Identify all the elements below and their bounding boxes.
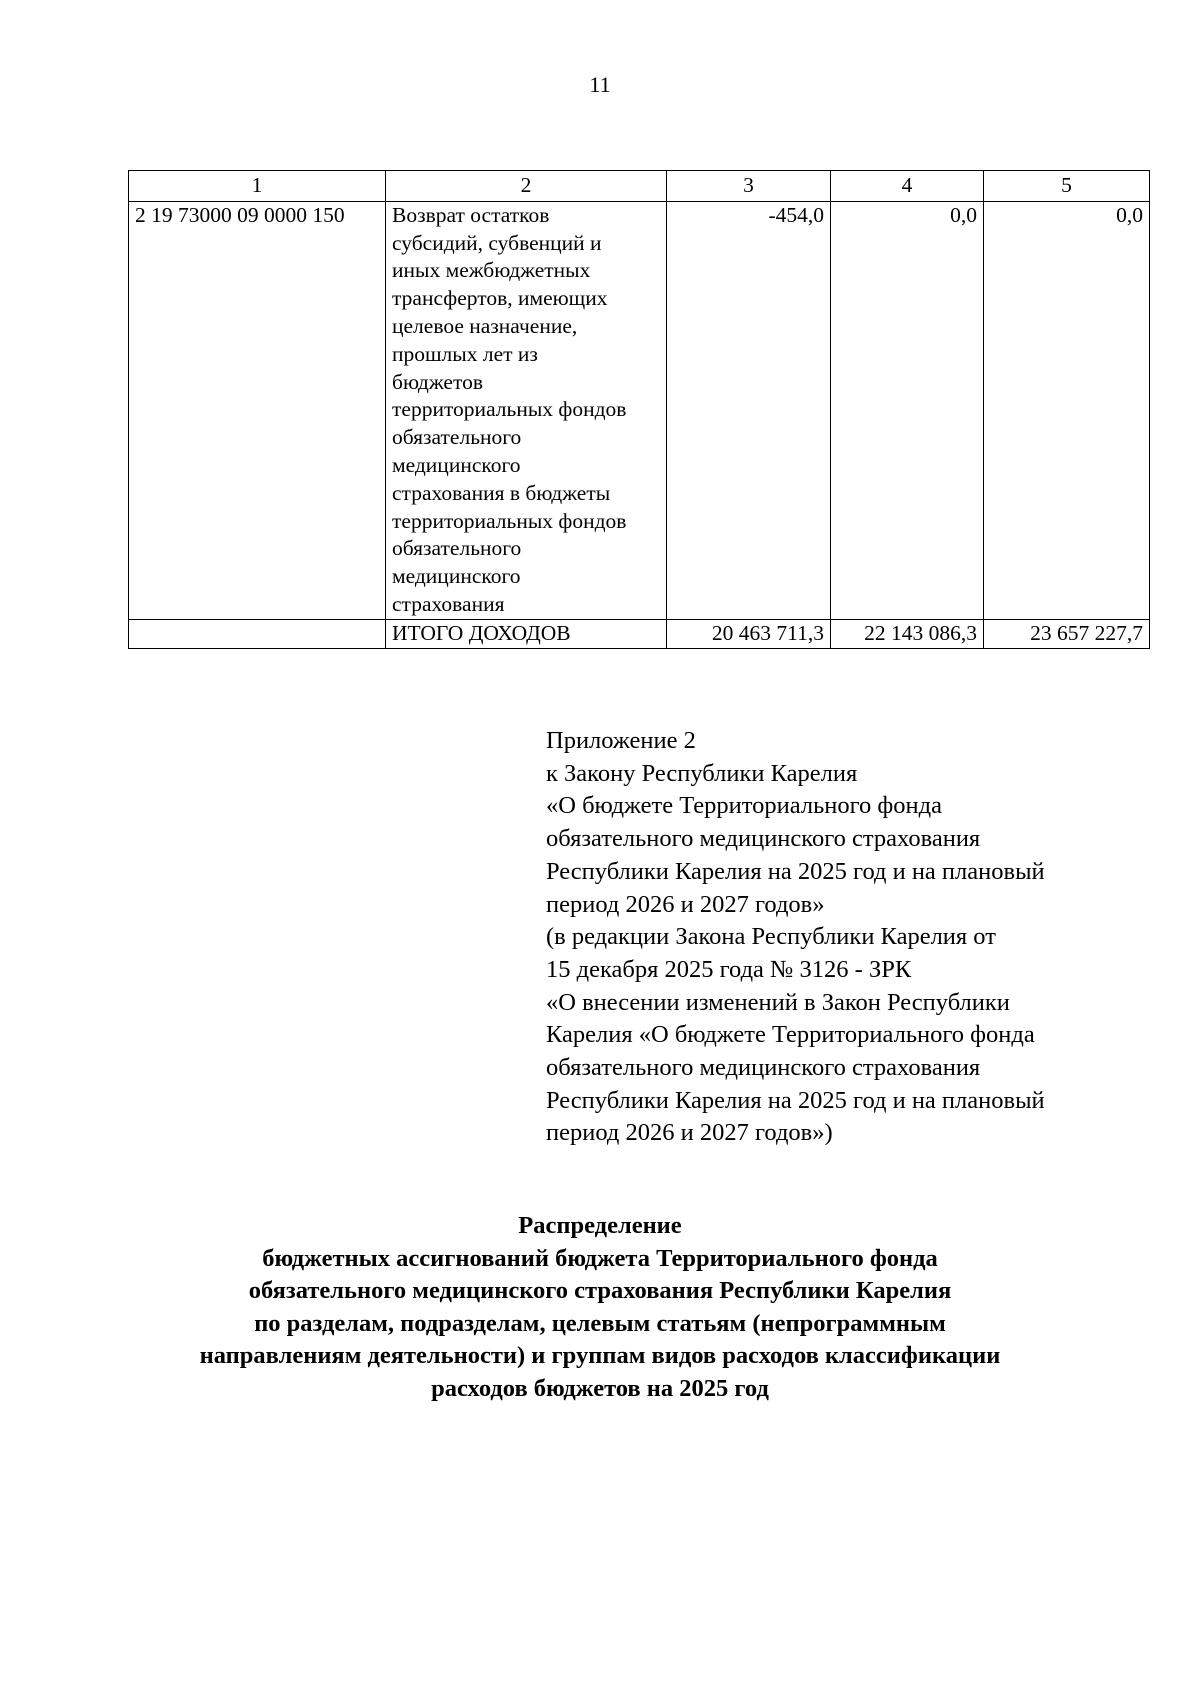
appendix-line: период 2026 и 2027 годов» xyxy=(546,890,825,918)
row-name-line: целевое назначение, xyxy=(392,313,578,338)
total-label: ИТОГО ДОХОДОВ xyxy=(386,619,667,648)
row-value-2027: 0,0 xyxy=(984,201,1150,619)
row-code: 2 19 73000 09 0000 150 xyxy=(129,201,386,619)
row-name-line: страхования в бюджеты xyxy=(392,480,611,505)
total-value-2026: 22 143 086,3 xyxy=(831,619,984,648)
appendix-line: Приложение 2 xyxy=(546,727,696,754)
title-line: обязательного медицинского страхования Республики Карелия xyxy=(248,1277,952,1305)
row-name-line: Возврат остатков xyxy=(392,202,550,227)
page-number: 11 xyxy=(589,72,611,97)
title-line: бюджетных ассигнований бюджета Территориального фонда xyxy=(262,1244,938,1272)
title-line: по разделам, подразделам, целевым статьям (непрограммным xyxy=(254,1309,946,1337)
column-header-1: 1 xyxy=(129,171,386,202)
title-line: Распределение xyxy=(518,1212,682,1239)
revenue-table xyxy=(128,170,1150,649)
column-header-3: 3 xyxy=(667,171,831,202)
appendix-line: Республики Карелия на 2025 год и на плановый xyxy=(546,857,1045,885)
appendix-line: Карелия «О бюджете Территориального фонда xyxy=(546,1021,1035,1049)
row-name-line: территориальных фондов xyxy=(392,508,627,533)
total-code xyxy=(129,619,386,648)
row-name-line: субсидий, субвенций и xyxy=(392,230,602,255)
row-name-line: бюджетов xyxy=(392,369,483,394)
row-name-line: территориальных фондов xyxy=(392,397,627,422)
row-name-line: иных межбюджетных xyxy=(392,258,591,283)
row-name xyxy=(386,201,667,619)
row-name-line: медицинского xyxy=(392,564,521,589)
table-row xyxy=(129,201,1150,619)
document-title xyxy=(0,1210,1200,1406)
row-value-2025: -454,0 xyxy=(667,201,831,619)
title-line: направлениям деятельности) и группам видов расходов классификации xyxy=(199,1342,1001,1370)
table-header-row xyxy=(129,171,1150,202)
column-header-2: 2 xyxy=(386,171,667,202)
appendix-line: обязательного медицинского страхования xyxy=(546,825,981,853)
row-name-line: обязательного xyxy=(392,536,522,561)
appendix-line: 15 декабря 2025 года № 3126 - ЗРК xyxy=(546,955,912,983)
appendix-line: к Закону Республики Карелия xyxy=(546,759,858,787)
appendix-line: Республики Карелия на 2025 год и на плановый xyxy=(546,1086,1045,1114)
column-header-5: 5 xyxy=(984,171,1150,202)
appendix-line: «О внесении изменений в Закон Республики xyxy=(546,988,1010,1016)
appendix-note xyxy=(546,725,1166,1150)
row-name-line: обязательного xyxy=(392,425,522,450)
appendix-line: «О бюджете Территориального фонда xyxy=(546,792,942,820)
title-line: расходов бюджетов на 2025 год xyxy=(431,1374,769,1402)
total-value-2027: 23 657 227,7 xyxy=(984,619,1150,648)
appendix-line: период 2026 и 2027 годов») xyxy=(546,1119,833,1147)
row-value-2026: 0,0 xyxy=(831,201,984,619)
total-row xyxy=(129,619,1150,648)
column-header-4: 4 xyxy=(831,171,984,202)
appendix-line: (в редакции Закона Республики Карелия от xyxy=(546,923,996,951)
row-name-line: прошлых лет из xyxy=(392,341,538,366)
total-value-2025: 20 463 711,3 xyxy=(667,619,831,648)
row-name-line: страхования xyxy=(392,591,505,616)
row-name-line: трансфертов, имеющих xyxy=(392,286,608,311)
row-name-line: медицинского xyxy=(392,452,521,477)
appendix-line: обязательного медицинского страхования xyxy=(546,1054,981,1082)
